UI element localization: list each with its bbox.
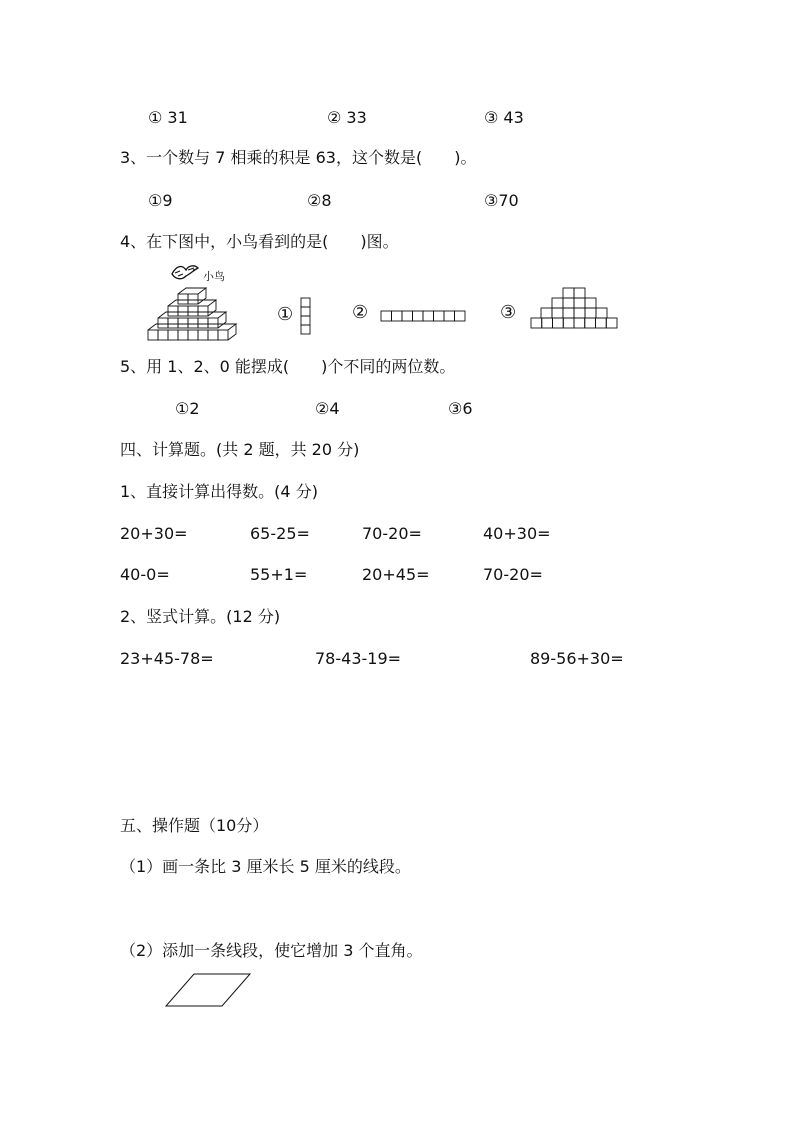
calc-1-2: 65-25= (250, 524, 310, 543)
q4-option-2-mark: ② (352, 302, 369, 323)
q4-option-2-figure (380, 310, 468, 322)
cube-pyramid-figure (146, 284, 246, 342)
calc-1-4: 40+30= (483, 524, 551, 543)
q2-option-1: ① 31 (148, 108, 188, 127)
q3-text: 3、一个数与 7 相乘的积是 63，这个数是( )。 (120, 148, 477, 167)
vertical-calc-2: 78-43-19= (315, 649, 402, 668)
calc-2-2: 55+1= (250, 565, 308, 584)
q5-text: 5、用 1、2、0 能摆成( )个不同的两位数。 (120, 357, 456, 376)
q2-option-3: ③ 43 (484, 108, 524, 127)
vertical-calc-3: 89-56+30= (530, 649, 624, 668)
q4-option-3-figure (530, 287, 618, 331)
q5-option-3: ③6 (448, 399, 473, 418)
section4-part2-title: 2、竖式计算。(12 分) (120, 607, 281, 626)
section4-part1-title: 1、直接计算出得数。(4 分) (120, 482, 318, 501)
calc-1-3: 70-20= (362, 524, 422, 543)
q3-option-2: ②8 (307, 191, 332, 210)
vertical-calc-1: 23+45-78= (120, 649, 214, 668)
q5-option-1: ①2 (175, 399, 200, 418)
calc-2-4: 70-20= (483, 565, 543, 584)
q4-text: 4、在下图中，小鸟看到的是( )图。 (120, 232, 399, 251)
bird-icon (170, 262, 200, 284)
section5-item1: （1）画一条比 3 厘米长 5 厘米的线段。 (120, 857, 411, 876)
q4-option-1-mark: ① (277, 304, 294, 325)
calc-2-1: 40-0= (120, 565, 170, 584)
q3-option-3: ③70 (484, 191, 519, 210)
q5-option-2: ②4 (315, 399, 340, 418)
q3-option-1: ①9 (148, 191, 173, 210)
q2-option-2: ② 33 (327, 108, 367, 127)
section5-title: 五、操作题（10分） (120, 816, 269, 835)
q4-option-3-mark: ③ (500, 302, 517, 323)
section4-title: 四、计算题。(共 2 题，共 20 分) (120, 440, 360, 459)
q4-option-1-figure (300, 297, 311, 337)
parallelogram-figure (164, 972, 254, 1008)
calc-1-1: 20+30= (120, 524, 188, 543)
section5-item2: （2）添加一条线段，使它增加 3 个直角。 (120, 941, 423, 960)
bird-label: 小鸟 (203, 270, 225, 283)
calc-2-3: 20+45= (362, 565, 430, 584)
